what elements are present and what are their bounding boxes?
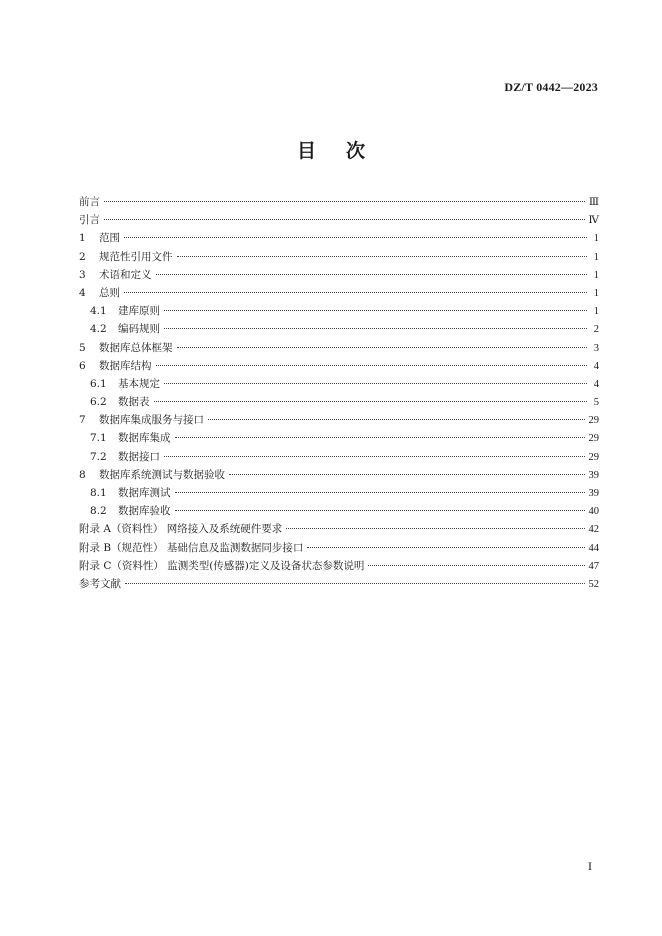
toc-entry-page: 39 <box>588 469 599 481</box>
toc-dot-leader <box>286 528 584 529</box>
toc-entry-page: 42 <box>588 524 599 536</box>
toc-entry[interactable] <box>79 466 599 484</box>
toc-entry-label: 总则 <box>99 286 120 299</box>
toc-entry-label: 前言 <box>79 196 100 208</box>
toc-entry-number: 8 <box>79 468 86 481</box>
toc-dot-leader <box>164 383 587 384</box>
toc-entry-label: 数据库验收 <box>118 505 171 518</box>
toc-entry-page: 52 <box>588 578 599 590</box>
toc-entry-number: 6 <box>79 359 86 372</box>
toc-entry-number: 4.1 <box>90 305 107 318</box>
toc-entry-page: 1 <box>593 251 599 263</box>
toc-dot-leader <box>175 437 585 438</box>
toc-dot-leader <box>307 547 584 548</box>
toc-entry[interactable] <box>79 339 599 357</box>
toc-dot-leader <box>229 474 585 475</box>
toc-dot-leader <box>368 565 584 566</box>
toc-entry-page: 1 <box>593 233 599 245</box>
toc-entry-number: 1 <box>79 232 86 245</box>
toc-entry-label: 数据库总体框架 <box>99 341 173 354</box>
toc-entry[interactable] <box>79 502 599 520</box>
toc-entry-page: 29 <box>588 451 599 463</box>
toc-entry-label: 范围 <box>99 232 120 245</box>
toc-entry-label: 数据库集成 <box>118 432 171 445</box>
toc-entry-label: 规范性引用文件 <box>99 250 173 263</box>
toc-entry-page: 1 <box>593 269 599 281</box>
toc-dot-leader <box>164 328 587 329</box>
toc-dot-leader <box>175 510 585 511</box>
page-title <box>0 136 662 163</box>
toc-entry-page: 40 <box>588 506 599 518</box>
toc-entry-page: 4 <box>593 360 599 372</box>
toc-entry[interactable] <box>79 539 599 557</box>
toc-entry-number: 2 <box>79 250 86 263</box>
toc-dot-leader <box>208 419 585 420</box>
toc-entry[interactable] <box>79 575 599 593</box>
toc-entry-label: 基本规定 <box>118 377 160 390</box>
table-of-contents <box>79 193 599 593</box>
toc-entry[interactable] <box>79 484 599 502</box>
toc-entry-label: 参考文献 <box>79 577 121 590</box>
toc-dot-leader <box>164 310 587 311</box>
toc-dot-leader <box>104 201 585 202</box>
toc-entry-number: 7 <box>79 414 86 427</box>
toc-entry-label: 附录 C（资料性） 监测类型(传感器)定义及设备状态参数说明 <box>79 559 365 572</box>
toc-entry-number: 6.2 <box>90 396 107 409</box>
toc-entry[interactable] <box>79 248 599 266</box>
toc-entry-label: 附录 A（资料性） 网络接入及系统硬件要求 <box>79 523 283 536</box>
toc-entry[interactable] <box>79 320 599 338</box>
toc-entry-number: 6.1 <box>90 377 107 390</box>
toc-entry-label: 编码规则 <box>118 323 160 336</box>
toc-dot-leader <box>124 292 587 293</box>
toc-entry-page: 44 <box>588 542 599 554</box>
toc-entry-number: 8.2 <box>90 505 107 518</box>
toc-entry[interactable] <box>79 375 599 393</box>
toc-entry-label: 数据表 <box>118 396 150 409</box>
toc-entry-label: 附录 B（规范性） 基础信息及监测数据同步接口 <box>79 541 304 554</box>
toc-entry-page: Ⅳ <box>588 215 599 227</box>
toc-entry-label: 术语和定义 <box>99 268 152 281</box>
toc-entry[interactable] <box>79 520 599 538</box>
toc-dot-leader <box>177 347 588 348</box>
toc-entry[interactable] <box>79 266 599 284</box>
toc-entry-page: 29 <box>588 433 599 445</box>
page-number: I <box>588 859 592 873</box>
toc-entry-page: 29 <box>588 415 599 427</box>
toc-dot-leader <box>175 492 585 493</box>
toc-entry-label: 建库原则 <box>118 305 160 318</box>
toc-entry-number: 7.1 <box>90 432 107 445</box>
toc-entry-label: 引言 <box>79 214 100 227</box>
toc-entry-label: 数据库系统测试与数据验收 <box>99 468 225 481</box>
toc-dot-leader <box>154 401 588 402</box>
toc-entry-page: 47 <box>588 560 599 572</box>
toc-entry-number: 4.2 <box>90 323 107 336</box>
toc-entry-label: 数据接口 <box>118 450 160 463</box>
toc-dot-leader <box>156 274 588 275</box>
toc-entry-label: 数据库结构 <box>99 359 152 372</box>
toc-entry-page: Ⅲ <box>588 197 599 208</box>
toc-entry-number: 3 <box>79 268 86 281</box>
toc-entry-page: 4 <box>593 378 599 390</box>
toc-dot-leader <box>104 219 585 220</box>
toc-entry[interactable] <box>79 393 599 411</box>
toc-dot-leader <box>124 237 587 238</box>
toc-entry-page: 1 <box>593 287 599 299</box>
toc-entry-page: 39 <box>588 488 599 499</box>
toc-entry[interactable] <box>79 284 599 302</box>
toc-entry[interactable] <box>79 448 599 466</box>
toc-dot-leader <box>125 583 585 584</box>
title-char-1: 目 <box>296 140 316 162</box>
toc-entry[interactable] <box>79 357 599 375</box>
toc-entry-label: 数据库集成服务与接口 <box>99 414 204 427</box>
toc-entry-number: 4 <box>79 286 86 299</box>
title-char-2: 次 <box>346 140 366 162</box>
toc-entry-number: 7.2 <box>90 450 107 463</box>
toc-entry-number: 5 <box>79 341 86 354</box>
document-code: DZ/T 0442—2023 <box>504 80 598 94</box>
toc-entry-page: 1 <box>593 306 599 318</box>
toc-entry[interactable] <box>79 229 599 247</box>
toc-dot-leader <box>177 256 588 257</box>
toc-dot-leader <box>164 456 585 457</box>
toc-entry-page: 2 <box>593 324 599 336</box>
toc-entry[interactable] <box>79 557 599 575</box>
toc-entry-page: 3 <box>593 342 599 354</box>
toc-entry-label: 数据库测试 <box>118 487 171 499</box>
toc-entry-number: 8.1 <box>90 487 107 499</box>
toc-dot-leader <box>156 365 588 366</box>
toc-entry[interactable] <box>79 193 599 211</box>
toc-entry-page: 5 <box>593 397 599 409</box>
toc-entry[interactable] <box>79 211 599 229</box>
toc-entry[interactable] <box>79 411 599 429</box>
toc-entry[interactable] <box>79 302 599 320</box>
toc-entry[interactable] <box>79 429 599 447</box>
